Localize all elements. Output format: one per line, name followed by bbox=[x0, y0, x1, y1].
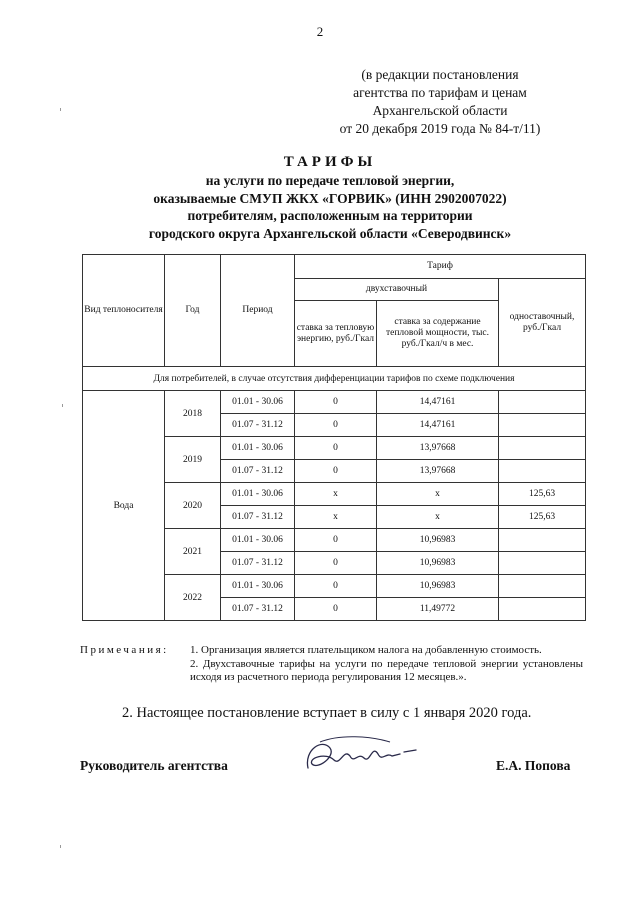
heat-rate-cell: 0 bbox=[295, 598, 377, 621]
heat-rate-cell: 0 bbox=[295, 391, 377, 414]
header-period: Период bbox=[221, 255, 295, 367]
page-number: 2 bbox=[316, 24, 324, 39]
scan-mark bbox=[62, 404, 63, 407]
capacity-rate-cell: 13,97668 bbox=[377, 437, 499, 460]
handwritten-signature bbox=[300, 730, 430, 780]
table-row bbox=[83, 391, 586, 414]
title-line: городского округа Архангельской области «Северодвинск» bbox=[148, 225, 512, 241]
document-title bbox=[60, 152, 600, 242]
carrier-cell: Вода bbox=[83, 391, 165, 621]
capacity-rate-cell: x bbox=[377, 483, 499, 506]
one-part-cell bbox=[499, 575, 586, 598]
period-cell: 01.01 - 30.06 bbox=[221, 437, 295, 460]
edition-note bbox=[320, 66, 560, 138]
year-cell: 2019 bbox=[165, 437, 221, 483]
period-cell: 01.07 - 31.12 bbox=[221, 598, 295, 621]
heat-rate-cell: 0 bbox=[295, 552, 377, 575]
heat-rate-cell: 0 bbox=[295, 414, 377, 437]
period-cell: 01.01 - 30.06 bbox=[221, 391, 295, 414]
year-cell: 2020 bbox=[165, 483, 221, 529]
heat-rate-cell: 0 bbox=[295, 529, 377, 552]
header-capacity-rate: ставка за содержание тепловой мощности, тыс. руб./Гкал/ч в мес. bbox=[377, 301, 499, 367]
heat-rate-cell: 0 bbox=[295, 575, 377, 598]
section-title: Для потребителей, в случае отсутствия дифференциации тарифов по схеме подключения bbox=[83, 367, 586, 391]
one-part-cell bbox=[499, 460, 586, 483]
header-year: Год bbox=[165, 255, 221, 367]
title-main: ТАРИФЫ bbox=[283, 154, 377, 170]
heat-rate-cell: 0 bbox=[295, 437, 377, 460]
one-part-cell: 125,63 bbox=[499, 506, 586, 529]
one-part-cell: 125,63 bbox=[499, 483, 586, 506]
period-cell: 01.01 - 30.06 bbox=[221, 529, 295, 552]
signer-name: Е.А. Попова bbox=[496, 758, 571, 773]
edition-line: от 20 декабря 2019 года № 84-т/11) bbox=[339, 121, 541, 136]
edition-line: Архангельской области bbox=[372, 103, 508, 118]
header-carrier: Вид теплоносителя bbox=[83, 255, 165, 367]
one-part-cell bbox=[499, 414, 586, 437]
capacity-rate-cell: x bbox=[377, 506, 499, 529]
title-line: потребителям, расположенным на территории bbox=[187, 208, 473, 223]
year-cell: 2022 bbox=[165, 575, 221, 621]
capacity-rate-cell: 14,47161 bbox=[377, 414, 499, 437]
title-line: на услуги по передаче тепловой энергии, bbox=[205, 173, 455, 188]
edition-line: агентства по тарифам и ценам bbox=[353, 85, 527, 100]
tariff-table bbox=[82, 254, 586, 621]
capacity-rate-cell: 11,49772 bbox=[377, 598, 499, 621]
period-cell: 01.07 - 31.12 bbox=[221, 552, 295, 575]
capacity-rate-cell: 10,96983 bbox=[377, 575, 499, 598]
header-tariff: Тариф bbox=[295, 255, 586, 279]
heat-rate-cell: x bbox=[295, 506, 377, 529]
period-cell: 01.01 - 30.06 bbox=[221, 483, 295, 506]
period-cell: 01.07 - 31.12 bbox=[221, 506, 295, 529]
scan-mark bbox=[60, 108, 61, 111]
period-cell: 01.01 - 30.06 bbox=[221, 575, 295, 598]
header-one-part: одноставочный, руб./Гкал bbox=[499, 279, 586, 367]
one-part-cell bbox=[499, 437, 586, 460]
one-part-cell bbox=[499, 552, 586, 575]
year-cell: 2021 bbox=[165, 529, 221, 575]
capacity-rate-cell: 10,96983 bbox=[377, 552, 499, 575]
scan-mark bbox=[60, 845, 61, 848]
heat-rate-cell: x bbox=[295, 483, 377, 506]
header-two-part: двухставочный bbox=[295, 279, 499, 301]
period-cell: 01.07 - 31.12 bbox=[221, 460, 295, 483]
clause-text: 2. Настоящее постановление вступает в силу с 1 января 2020 года. bbox=[122, 705, 532, 721]
capacity-rate-cell: 14,47161 bbox=[377, 391, 499, 414]
capacity-rate-cell: 10,96983 bbox=[377, 529, 499, 552]
note-item: 2. Двухставочные тарифы на услуги по передаче тепловой энергии установлены исходя из расчетного периода регулирования 12 месяцев.». bbox=[190, 657, 583, 683]
notes-list bbox=[190, 644, 583, 685]
notes-label: Примечания: bbox=[80, 644, 169, 656]
title-line: оказываемые СМУП ЖКХ «ГОРВИК» (ИНН 2902007022) bbox=[153, 190, 507, 206]
one-part-cell bbox=[499, 391, 586, 414]
heat-rate-cell: 0 bbox=[295, 460, 377, 483]
one-part-cell bbox=[499, 529, 586, 552]
note-item: 1. Организация является плательщиком налога на добавленную стоимость. bbox=[190, 644, 542, 656]
one-part-cell bbox=[499, 598, 586, 621]
signer-position: Руководитель агентства bbox=[80, 758, 228, 773]
period-cell: 01.07 - 31.12 bbox=[221, 414, 295, 437]
header-heat-rate: ставка за тепловую энергию, руб./Гкал bbox=[295, 301, 377, 367]
capacity-rate-cell: 13,97668 bbox=[377, 460, 499, 483]
edition-line: (в редакции постановления bbox=[361, 67, 519, 82]
year-cell: 2018 bbox=[165, 391, 221, 437]
